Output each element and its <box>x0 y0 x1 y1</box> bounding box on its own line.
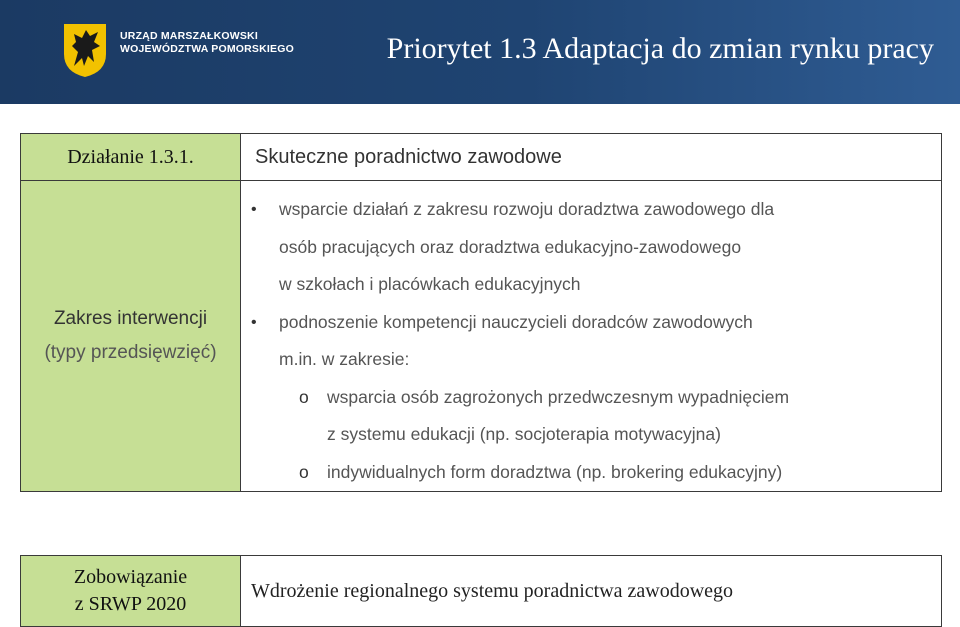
commitment-label-2: z SRWP 2020 <box>74 593 187 615</box>
action-title-cell <box>241 134 942 181</box>
action-label-cell <box>21 134 241 181</box>
scope-sublabel: (typy przedsięwzięć) <box>44 342 217 363</box>
scope-label-cell <box>21 181 241 492</box>
header-banner <box>0 0 960 104</box>
action-title: Skuteczne poradnictwo zawodowe <box>255 145 562 168</box>
bullet-line: podnoszenie kompetencji nauczycieli doradców zawodowych <box>279 311 753 332</box>
bullet-continuation <box>249 266 931 304</box>
commitment-label-1: Zobowiązanie <box>73 566 188 588</box>
sub-item-continuation <box>249 416 931 454</box>
pomorskie-griffin-logo-icon <box>62 22 108 78</box>
sub-item-line: indywidualnych form doradztwa (np. brokering edukacyjny) <box>327 461 783 482</box>
bullet-line: wsparcie działań z zakresu rozwoju doradztwa zawodowego dla <box>279 199 775 219</box>
bullet-item-1 <box>249 191 931 229</box>
bullet-line: m.in. w zakresie: <box>279 349 410 369</box>
commitment-value-cell <box>241 556 942 627</box>
scope-label: Zakres interwencji <box>53 308 208 329</box>
bullet-item-2 <box>249 304 931 342</box>
org-line-2: WOJEWÓDZTWA POMORSKIEGO <box>120 43 294 55</box>
sub-item-line: wsparcia osób zagrożonych przedwczesnym wypadnięciem <box>327 386 790 407</box>
bullet-line: w szkołach i placówkach edukacyjnych <box>279 274 581 294</box>
sub-item-2 <box>249 454 931 492</box>
sub-item-line: z systemu edukacji (np. socjoterapia motywacyjna) <box>327 424 721 444</box>
intervention-table <box>20 133 942 492</box>
scope-content-cell <box>241 181 942 492</box>
org-line-1: URZĄD MARSZAŁKOWSKI <box>120 30 258 42</box>
commitment-table <box>20 555 942 627</box>
action-label: Działanie 1.3.1. <box>67 145 194 168</box>
commitment-label-cell <box>21 556 241 627</box>
commitment-value: Wdrożenie regionalnego systemu poradnictwa zawodowego <box>251 579 734 602</box>
sub-item-1 <box>249 379 931 417</box>
bullet-continuation <box>249 229 931 267</box>
bullet-line: osób pracujących oraz doradztwa edukacyjno-zawodowego <box>279 236 742 257</box>
sub-bullet-marker: o <box>299 461 309 482</box>
sub-bullet-marker: o <box>299 386 309 407</box>
bullet-continuation <box>249 341 931 379</box>
organization-name <box>120 30 294 56</box>
page-title: Priorytet 1.3 Adaptacja do zmian rynku pracy <box>386 32 934 65</box>
